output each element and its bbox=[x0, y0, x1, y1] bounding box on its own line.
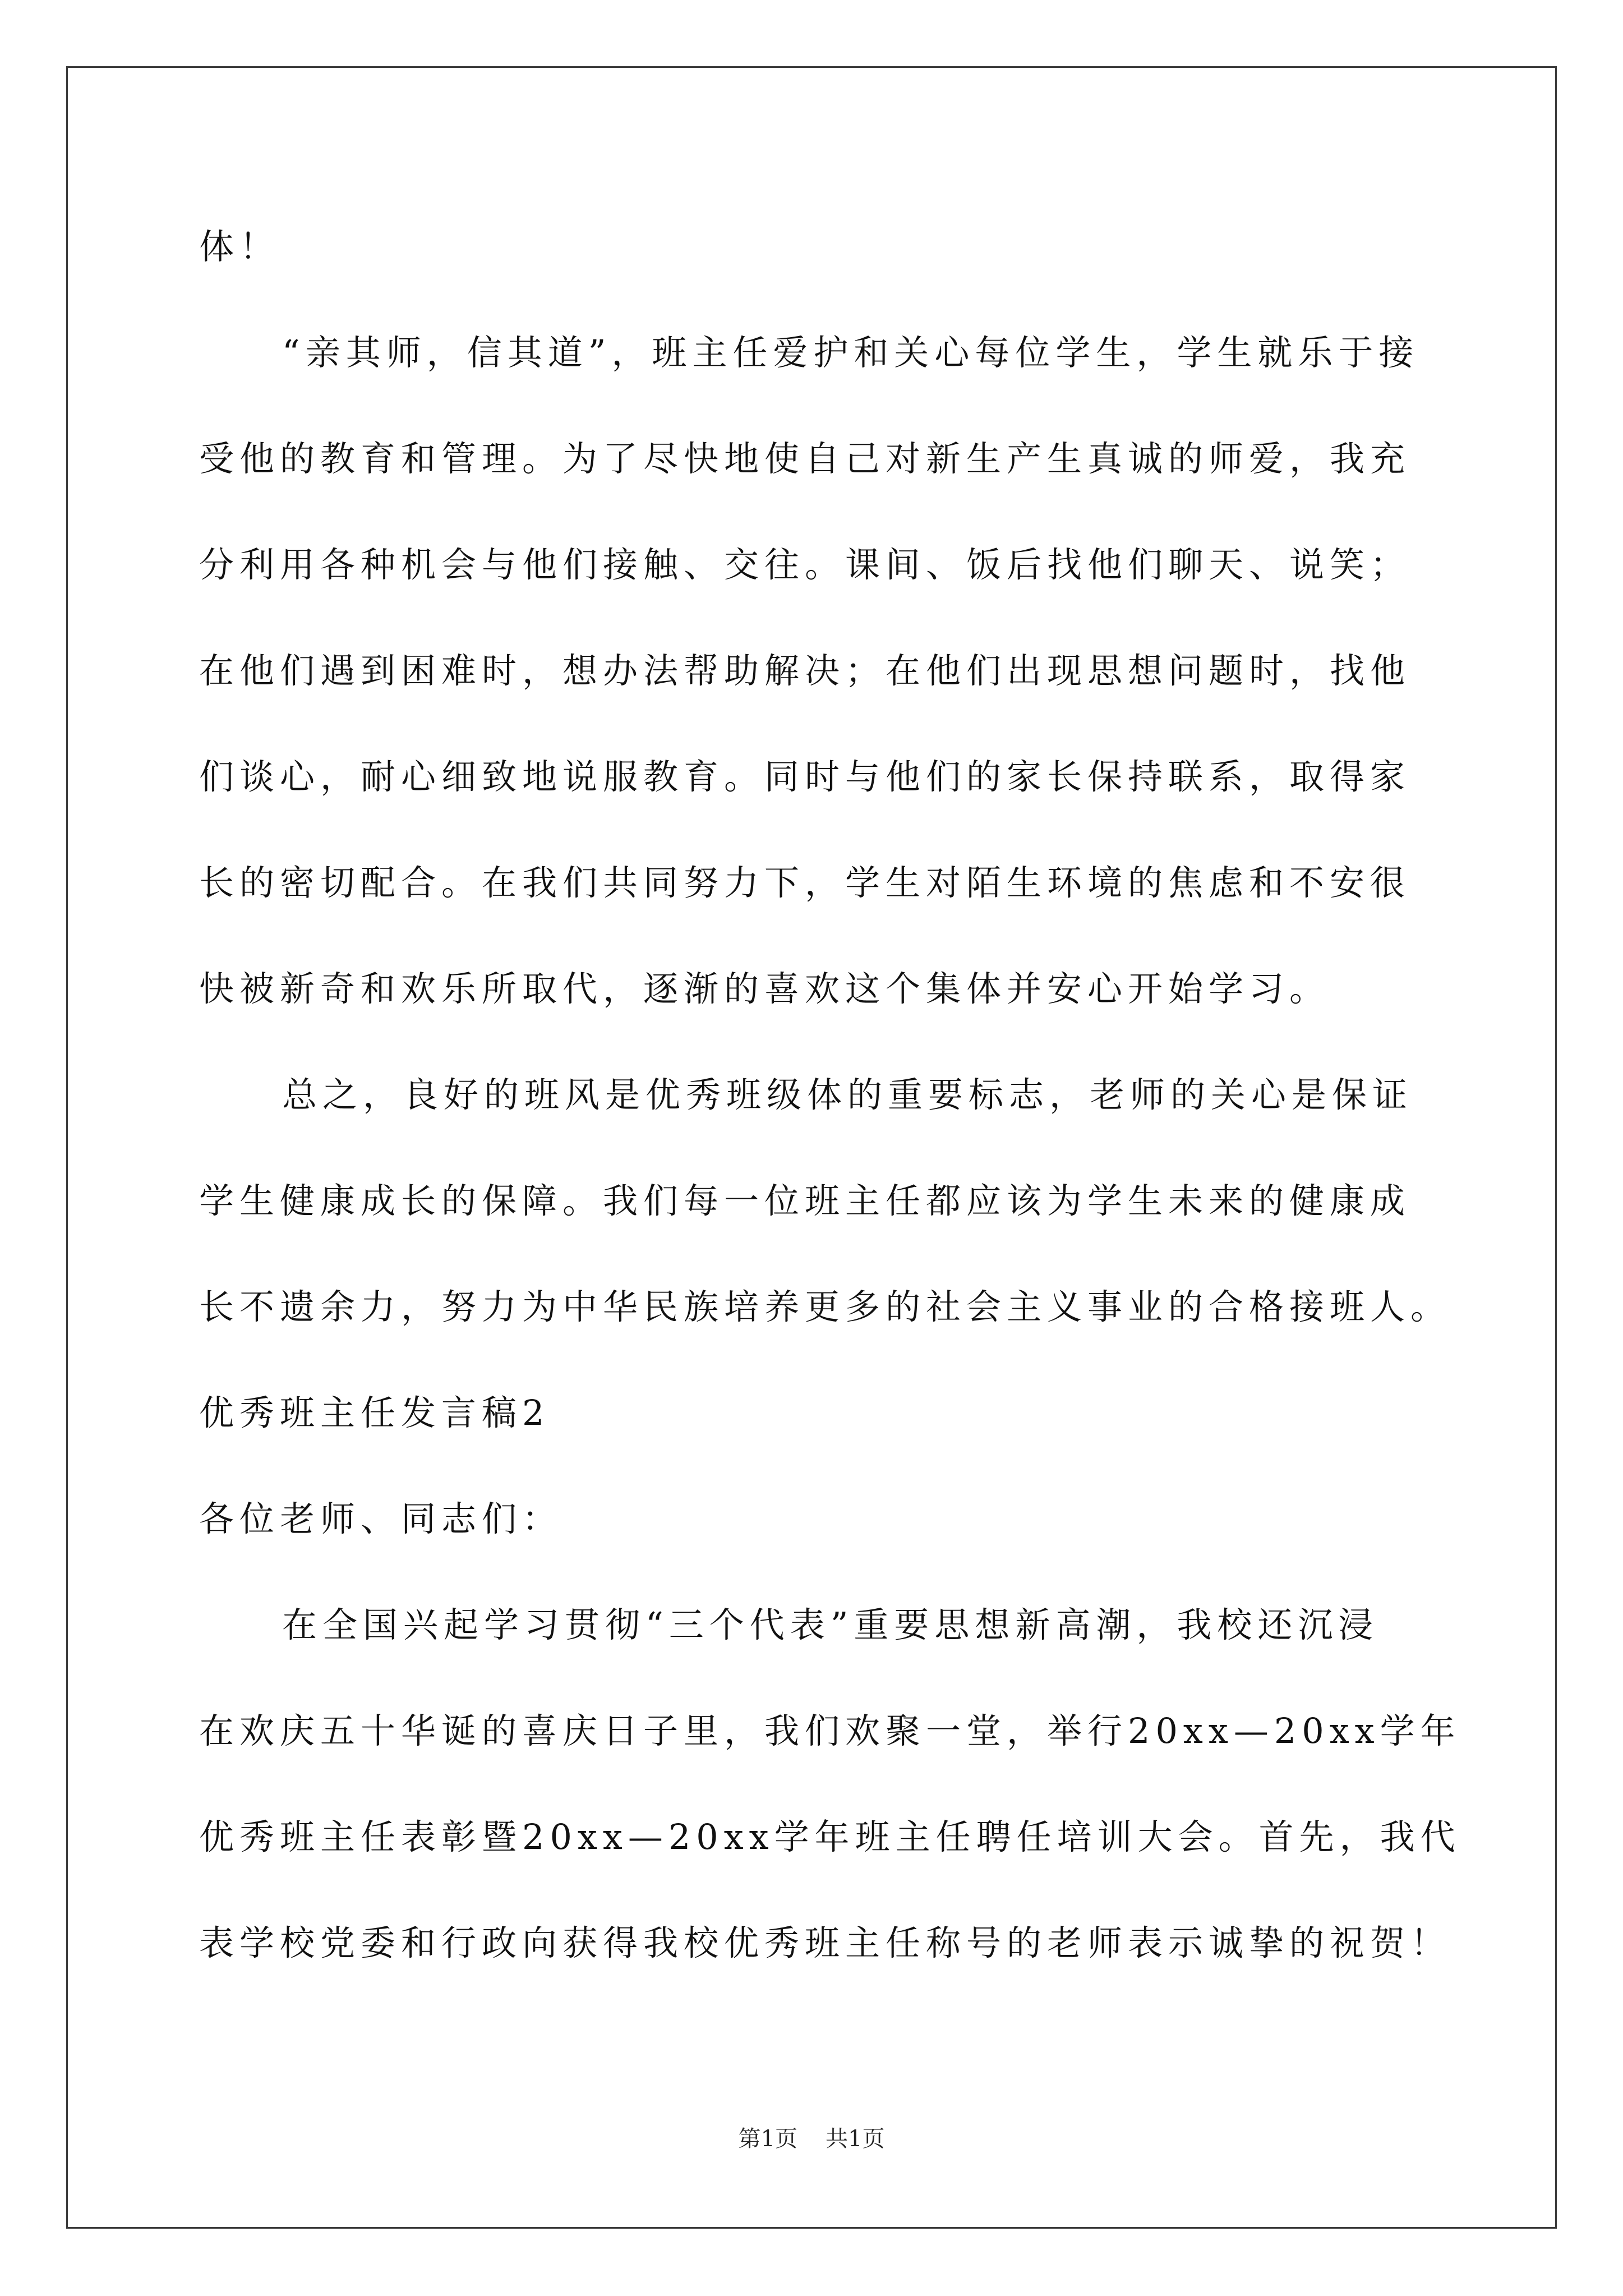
text-line: 长不遗余力，努力为中华民族培养更多的社会主义事业的合格接班人。 bbox=[199, 1286, 1451, 1327]
text-line: 长的密切配合。在我们共同努力下，学生对陌生环境的焦虑和不安很 bbox=[199, 862, 1411, 903]
text-line: 表学校党委和行政向获得我校优秀班主任称号的老师表示诚挚的祝贺！ bbox=[199, 1922, 1451, 1963]
page-number: 第1页 bbox=[738, 2126, 797, 2152]
page-total: 共1页 bbox=[826, 2126, 885, 2152]
text-line: 体！ bbox=[199, 226, 280, 267]
text-line: 学生健康成长的保障。我们每一位班主任都应该为学生未来的健康成 bbox=[199, 1180, 1411, 1221]
salutation: 各位老师、同志们： bbox=[199, 1498, 563, 1539]
page-footer bbox=[0, 2125, 1623, 2153]
text-line: 受他的教育和管理。为了尽快地使自己对新生产生真诚的师爱，我充 bbox=[199, 438, 1411, 479]
section-heading: 优秀班主任发言稿2 bbox=[199, 1392, 550, 1433]
text-line: “亲其师，信其道”，班主任爱护和关心每位学生，学生就乐于接 bbox=[282, 332, 1419, 373]
text-line: 在欢庆五十华诞的喜庆日子里，我们欢聚一堂，举行20xx—20xx学年 bbox=[199, 1710, 1461, 1751]
text-line: 在他们遇到困难时，想办法帮助解决；在他们出现思想问题时，找他 bbox=[199, 650, 1411, 691]
text-line: 们谈心，耐心细致地说服教育。同时与他们的家长保持联系，取得家 bbox=[199, 756, 1411, 797]
text-line: 分利用各种机会与他们接触、交往。课间、饭后找他们聊天、说笑； bbox=[199, 544, 1411, 585]
text-line: 总之，良好的班风是优秀班级体的重要标志，老师的关心是保证 bbox=[282, 1074, 1413, 1115]
text-line: 快被新奇和欢乐所取代，逐渐的喜欢这个集体并安心开始学习。 bbox=[199, 968, 1330, 1009]
text-line: 在全国兴起学习贯彻“三个代表”重要思想新高潮，我校还沉浸 bbox=[282, 1604, 1379, 1645]
document-body bbox=[199, 194, 1461, 1996]
text-line: 优秀班主任表彰暨20xx—20xx学年班主任聘任培训大会。首先，我代 bbox=[199, 1816, 1461, 1857]
